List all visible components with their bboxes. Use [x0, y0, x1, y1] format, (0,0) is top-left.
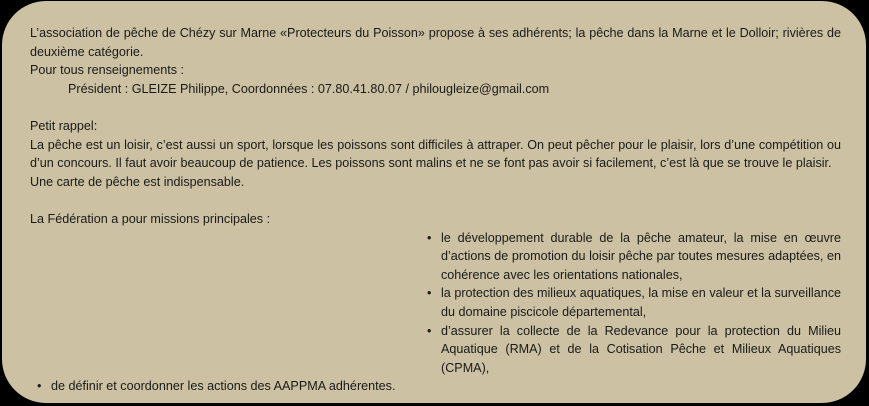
mission-item: • d’assurer la collecte de la Redevance pour la protection du Milieu Aquatique (RMA) et de la Cotisation Pêche et Milieux Aquatiques (CPMA),	[427, 322, 841, 378]
reminder-heading: Petit rappel:	[30, 118, 98, 133]
mission-item: • le développement durable de la pêche amateur, la mise en œuvre d’actions de promotion du loisir pêche par toutes mesures adaptées, en cohérence avec les orientations nationales,	[427, 229, 841, 285]
federation-heading: La Fédération a pour missions principales :	[30, 211, 271, 226]
document-body	[30, 24, 841, 396]
intro-paragraph: L’association de pêche de Chézy sur Marne «Protecteurs du Poisson» propose à ses adhérents; la pêche dans la Marne et le Dolloir; rivières de deuxième catégorie.	[30, 26, 841, 59]
mission-item: • de définir et coordonner les actions des AAPPMA adhérentes.	[37, 377, 841, 396]
spacer	[30, 98, 841, 117]
contact-line: Président : GLEIZE Philippe, Coordonnées : 07.80.41.80.07 / philougleize@gmail.com	[68, 81, 550, 96]
reminder-paragraph: La pêche est un loisir, c’est aussi un sport, lorsque les poissons sont difficiles à attraper. On peut pêcher pour le plaisir, lors d’une compétition ou d’un concours. Il faut avoir beaucoup de patience. Les poissons sont malins et ne se font pas avoir si facilement, c’est là que se trouve le plaisir.	[30, 137, 841, 171]
missions-list	[427, 229, 841, 378]
missions-list-continued	[37, 377, 841, 396]
spacer	[30, 191, 841, 210]
content-panel	[2, 1, 866, 403]
mission-item: • la protection des milieux aquatiques, la mise en valeur et la surveillance du domaine piscicole départemental,	[427, 284, 841, 321]
info-heading: Pour tous renseignements :	[30, 63, 185, 78]
license-note: Une carte de pêche est indispensable.	[30, 174, 245, 189]
